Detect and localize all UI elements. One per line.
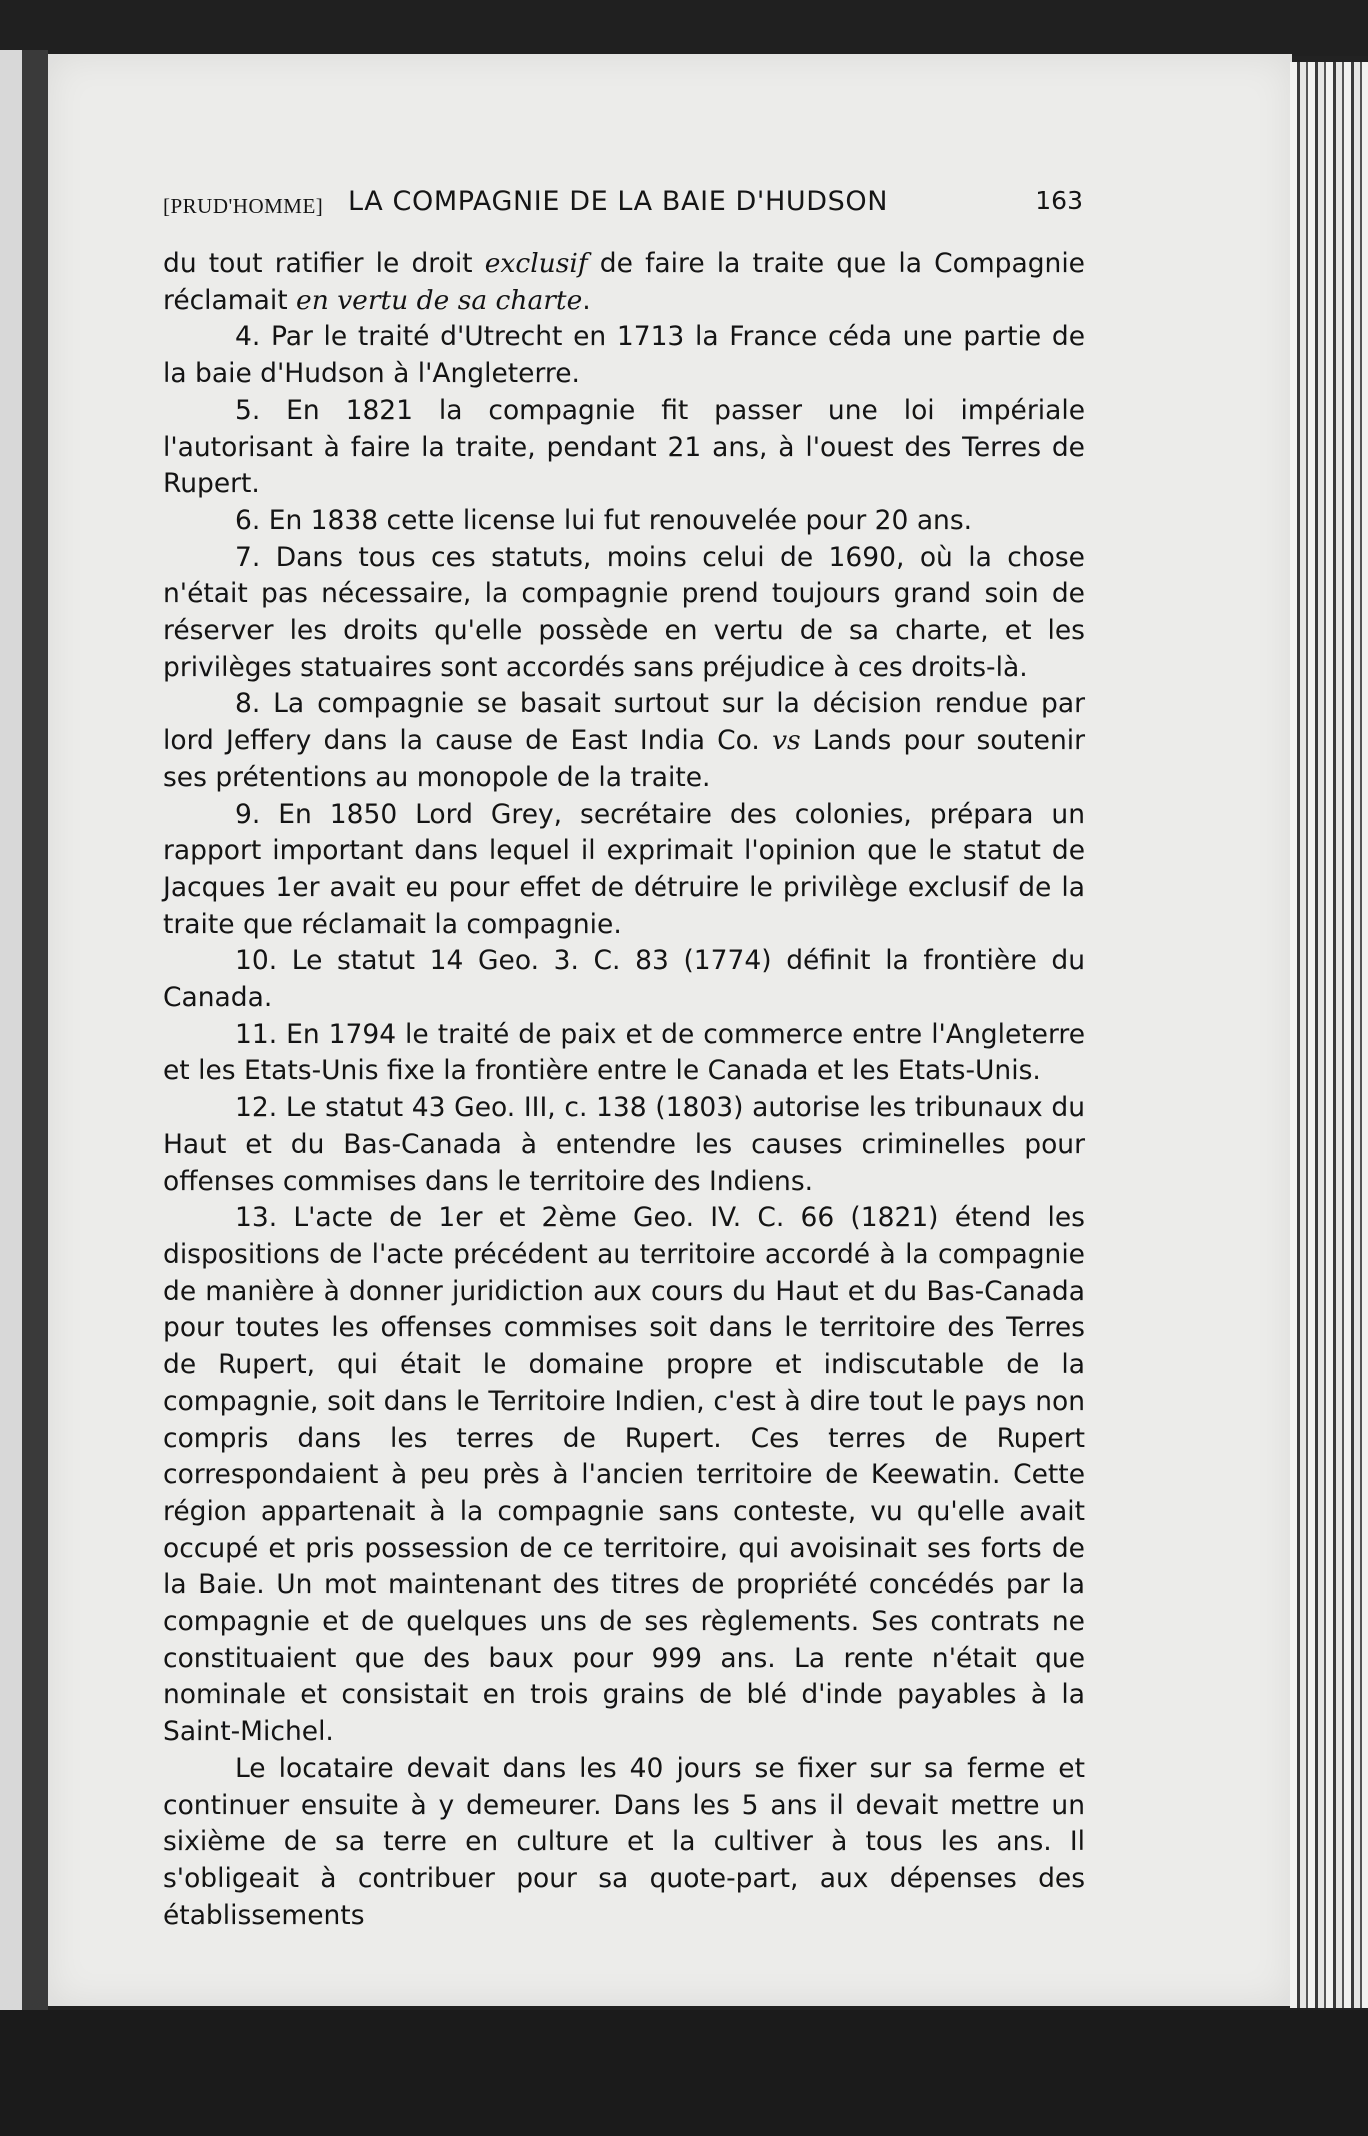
gutter-shadow — [22, 50, 48, 2040]
paragraph-11: 11. En 1794 le traité de paix et de commerce entre l'Angleterre et les Etats-Unis fixe la frontière entre le Canada et les Etats-Unis. — [163, 1018, 1085, 1087]
paragraph-4: 4. Par le traité d'Utrecht en 1713 la France céda une partie de la baie d'Hudson à l'Angleterre. — [163, 321, 1085, 390]
running-header — [163, 186, 1083, 226]
paragraph-locataire: Le locataire devait dans les 40 jours se fixer sur sa ferme et continuer ensuite à y demeurer. Dans les 5 ans il devait mettre un sixième de sa terre en culture et la cultiver à tous les ans. Il s'obligeait à contribuer pour sa quote-part, aux dépenses des établissements — [163, 1752, 1085, 1931]
body-text — [163, 246, 1085, 1934]
paragraph-9: 9. En 1850 Lord Grey, secrétaire des colonies, prépara un rapport important dans lequel il exprimait l'opinion que le statut de Jacques 1er avait eu pour effet de détruire le privilège exclusif de la traite que réclamait la compagnie. — [163, 798, 1085, 940]
page-number: 163 — [1035, 186, 1083, 215]
header-author: [PRUD'HOMME] — [163, 194, 324, 218]
paragraph-10: 10. Le statut 14 Geo. 3. C. 83 (1774) définit la frontière du Canada. — [163, 945, 1085, 1014]
paragraph-6: 6. En 1838 cette license lui fut renouvelée pour 20 ans. — [235, 504, 973, 536]
top-film-border — [0, 0, 1368, 56]
paragraph-12: 12. Le statut 43 Geo. III, c. 138 (1803) autorise les tribunaux du Haut et du Bas-Canada à entendre les causes criminelles pour offenses commises dans le territoire des Indiens. — [163, 1092, 1085, 1197]
emphasis-exclusif: exclusif — [484, 248, 588, 279]
bottom-film-border — [0, 2010, 1368, 2136]
page-stack-edges — [1290, 62, 1368, 2008]
facing-page-edge — [0, 50, 22, 2040]
paragraph-7: 7. Dans tous ces statuts, moins celui de 1690, où la chose n'était pas nécessaire, la compagnie prend toujours grand soin de réserver les droits qu'elle possède en vertu de sa charte, et les privilèges statuaires sont accordés sans préjudice à ces droits-là. — [163, 541, 1085, 683]
emphasis-charte: en vertu de sa charte — [296, 284, 583, 316]
paragraph-5: 5. En 1821 la compagnie fit passer une loi impériale l'autorisant à faire la traite, pendant 21 ans, à l'ouest des Terres de Rupert. — [163, 394, 1085, 500]
emphasis-vs: vs — [772, 725, 801, 757]
header-title: LA COMPAGNIE DE LA BAIE D'HUDSON — [348, 186, 888, 217]
paragraph-13: 13. L'acte de 1er et 2ème Geo. IV. C. 66 (1821) étend les dispositions de l'acte précédent au territoire accordé à la compagnie de manière à donner juridiction aux cours du Haut et du Bas-Canada pour toutes les offenses commises soit dans le territoire des Terres de Rupert, qui était le domaine propre et indiscutable de la compagnie, soit dans le Territoire Indien, c'est à dire tout le pays non compris dans les terres de Rupert. Ces terres de Rupert correspondaient à peu près à l'ancien territoire de Keewatin. Cette région appartenait à la compagnie sans conteste, vu qu'elle avait occupé et pris possession de ce territoire, qui avoisinait ses forts de la Baie. Un mot maintenant des titres de propriété concédés par la compagnie et de quelques uns de ses règlements. Ses contrats ne constituaient que des baux pour 999 ans. La rente n'était que nominale et consistait en trois grains de blé d'inde payables à la Saint-Michel. — [163, 1202, 1085, 1748]
paragraph-continuation: du tout ratifier le droit exclusif de faire la traite que la Compagnie réclamait en vertu de sa charte. — [163, 248, 1085, 316]
paragraph-8: 8. La compagnie se basait surtout sur la décision rendue par lord Jeffery dans la cause de East India Co. vs Lands pour soutenir ses prétentions au monopole de la traite. — [163, 688, 1086, 793]
